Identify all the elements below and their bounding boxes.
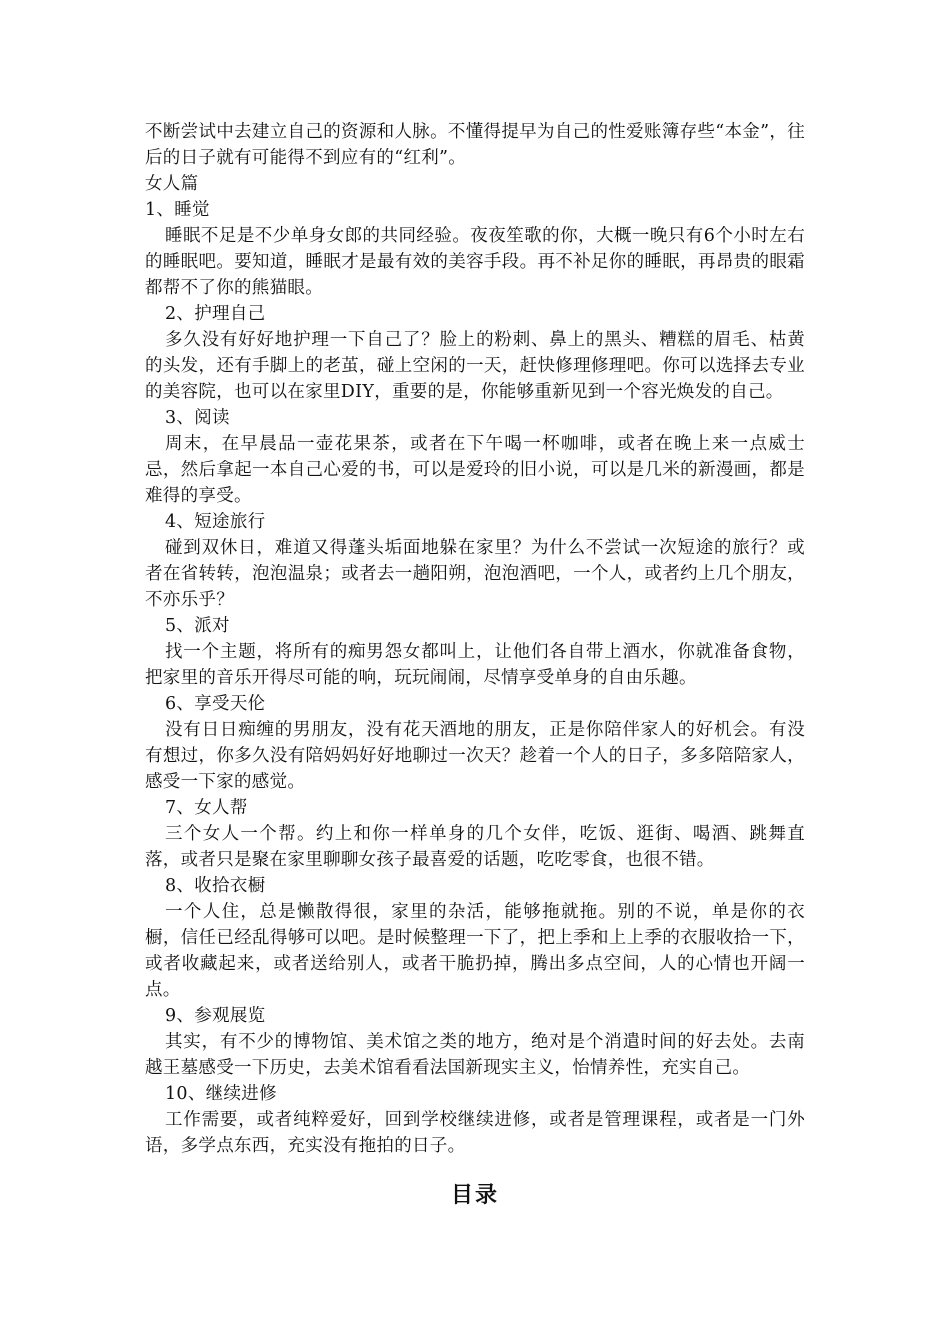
toc-title: 目录 [450,1183,499,1208]
document-body [145,119,805,1159]
intro-paragraph: 不断尝试中去建立自己的资源和人脉。不懂得提早为自己的性爱账簿存些“本金”，往后的日子就有可能得不到应有的“红利”。 [145,122,805,168]
item-heading-9: 9、参观展览 [165,1006,266,1026]
item-heading-6: 6、享受天伦 [165,694,266,714]
item-text-9: 其实，有不少的博物馆、美术馆之类的地方，绝对是个消遣时间的好去处。去南越王墓感受一下历史，去美术馆看看法国新现实主义，怡情养性，充实自己。 [145,1032,805,1078]
item-text-3: 周末，在早晨品一壶花果茶，或者在下午喝一杯咖啡，或者在晚上来一点威士忌，然后拿起一本自己心爱的书，可以是爱玲的旧小说，可以是几米的新漫画，都是难得的享受。 [145,434,805,506]
item-heading-3: 3、阅读 [165,408,230,428]
item-text-8: 一个人住，总是懒散得很，家里的杂活，能够拖就拖。别的不说，单是你的衣橱，信任已经乱得够可以吧。是时候整理一下了，把上季和上上季的衣服收拾一下，或者收藏起来，或者送给别人，或者干脆扔掉，腾出多点空间，人的心情也开阔一点。 [145,902,805,1000]
item-heading-10: 10、继续进修 [165,1084,277,1104]
item-text-5: 找一个主题，将所有的痴男怨女都叫上，让他们各自带上酒水，你就准备食物，把家里的音乐开得尽可能的响，玩玩闹闹，尽情享受单身的自由乐趣。 [145,642,805,688]
item-text-1: 睡眠不足是不少单身女郎的共同经验。夜夜笙歌的你，大概一晚只有6个小时左右的睡眠吧。要知道，睡眠才是最有效的美容手段。再不补足你的睡眠，再昂贵的眼霜都帮不了你的熊猫眼。 [145,226,805,298]
item-text-6: 没有日日痴缠的男朋友，没有花天酒地的朋友，正是你陪伴家人的好机会。有没有想过，你多久没有陪妈妈好好地聊过一次天？趁着一个人的日子，多多陪陪家人，感受一下家的感觉。 [145,720,805,792]
item-text-4: 碰到双休日，难道又得蓬头垢面地躲在家里？为什么不尝试一次短途的旅行？或者在省转转，泡泡温泉；或者去一趟阳朔，泡泡酒吧，一个人，或者约上几个朋友，不亦乐乎？ [145,538,805,610]
item-heading-5: 5、派对 [165,616,230,636]
item-heading-4: 4、短途旅行 [165,512,266,532]
item-text-10: 工作需要，或者纯粹爱好，回到学校继续进修，或者是管理课程，或者是一门外语，多学点东西，充实没有拖拍的日子。 [145,1110,805,1156]
item-text-7: 三个女人一个帮。约上和你一样单身的几个女伴，吃饭、逛街、喝酒、跳舞直落，或者只是聚在家里聊聊女孩子最喜爱的话题，吃吃零食，也很不错。 [145,824,805,870]
item-heading-2: 2、护理自己 [165,304,266,324]
item-heading-8: 8、收拾衣橱 [165,876,266,896]
item-heading-7: 7、女人帮 [165,798,248,818]
section-title: 女人篇 [145,174,199,194]
item-heading-1: 1、睡觉 [145,200,210,220]
item-text-2: 多久没有好好地护理一下自己了？脸上的粉刺、鼻上的黑头、糟糕的眉毛、枯黄的头发，还有手脚上的老茧，碰上空闲的一天，赶快修理修理吧。你可以选择去专业的美容院，也可以在家里DIY，重要的是，你能够重新见到一个容光焕发的自己。 [145,330,805,402]
